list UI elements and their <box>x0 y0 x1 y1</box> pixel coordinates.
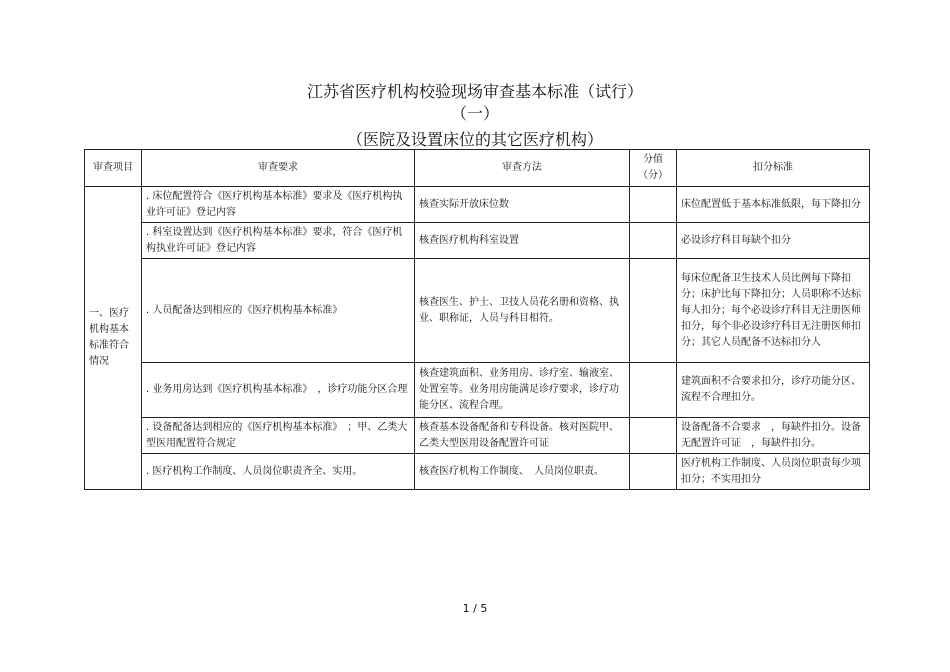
requirement-cell: . 人员配备达到相应的《医疗机构基本标准》 <box>142 259 415 363</box>
table-row <box>85 259 870 363</box>
review-standards-table <box>84 149 870 490</box>
score-cell <box>630 259 677 363</box>
requirement-cell: . 业务用房达到《医疗机构基本标准》 ，诊疗功能分区合理 <box>142 363 415 418</box>
document-title: 江苏省医疗机构校验现场审查基本标准（试行） <box>306 82 643 101</box>
method-cell: 核查建筑面积、业务用房、诊疗室、输液室、处置室等。业务用房能满足诊疗要求，诊疗功能分区、流程合理。 <box>415 363 630 418</box>
table-header-row <box>85 150 870 187</box>
score-cell <box>630 187 677 223</box>
method-cell: 核查医生、护士、卫技人员花名册和资格、执业、职称证，人员与科目相符。 <box>415 259 630 363</box>
deduction-cell: 设备配备不合要求 ，每缺件扣分。设备无配置许可证 ，每缺件扣分。 <box>677 418 870 454</box>
method-cell: 核查医疗机构工作制度、 人员岗位职责。 <box>415 454 630 490</box>
header-method: 审查方法 <box>415 150 630 187</box>
score-cell <box>630 454 677 490</box>
deduction-cell: 医疗机构工作制度、人员岗位职责每少项扣分；不实用扣分 <box>677 454 870 490</box>
section-label: 一、医疗机构基本标准符合情况 <box>85 187 142 490</box>
requirement-cell: . 床位配置符合《医疗机构基本标准》要求及《医疗机构执业许可证》登记内容 <box>142 187 415 223</box>
deduction-cell: 建筑面积不合要求扣分，诊疗功能分区、流程不合理扣分。 <box>677 363 870 418</box>
requirement-cell: . 科室设置达到《医疗机构基本标准》要求，符合《医疗机构执业许可证》登记内容 <box>142 223 415 259</box>
requirement-cell: . 医疗机构工作制度、人员岗位职责齐全、实用。 <box>142 454 415 490</box>
score-cell <box>630 223 677 259</box>
document-subtitle-scope: （医院及设置床位的其它医疗机构） <box>346 130 603 149</box>
score-cell <box>630 363 677 418</box>
method-cell: 核查实际开放床位数 <box>415 187 630 223</box>
table-row <box>85 223 870 259</box>
method-cell: 核查基本设备配备和专科设备。核对医院甲、乙类大型医用设备配置许可证 <box>415 418 630 454</box>
document-subtitle-number: （一） <box>450 104 499 123</box>
table-row <box>85 454 870 490</box>
deduction-cell: 必设诊疗科目每缺个扣分 <box>677 223 870 259</box>
score-cell <box>630 418 677 454</box>
deduction-cell: 床位配置低于基本标准低限，每下降扣分 <box>677 187 870 223</box>
header-requirement: 审查要求 <box>142 150 415 187</box>
method-cell: 核查医疗机构科室设置 <box>415 223 630 259</box>
header-deduction: 扣分标准 <box>677 150 870 187</box>
table-row <box>85 363 870 418</box>
deduction-cell: 每床位配备卫生技术人员比例每下降扣分；床护比每下降扣分；人员职称不达标每人扣分；每个必设诊疗科目无注册医师扣分，每个非必设诊疗科目无注册医师扣分；其它人员配备不达标扣分人 <box>677 259 870 363</box>
table-row <box>85 187 870 223</box>
page-indicator: 1 / 5 <box>462 602 488 615</box>
table-row <box>85 418 870 454</box>
header-score: 分值（分） <box>630 150 677 187</box>
header-item: 审查项目 <box>85 150 142 187</box>
requirement-cell: . 设备配备达到相应的《医疗机构基本标准》 ；甲、乙类大型医用配置符合规定 <box>142 418 415 454</box>
